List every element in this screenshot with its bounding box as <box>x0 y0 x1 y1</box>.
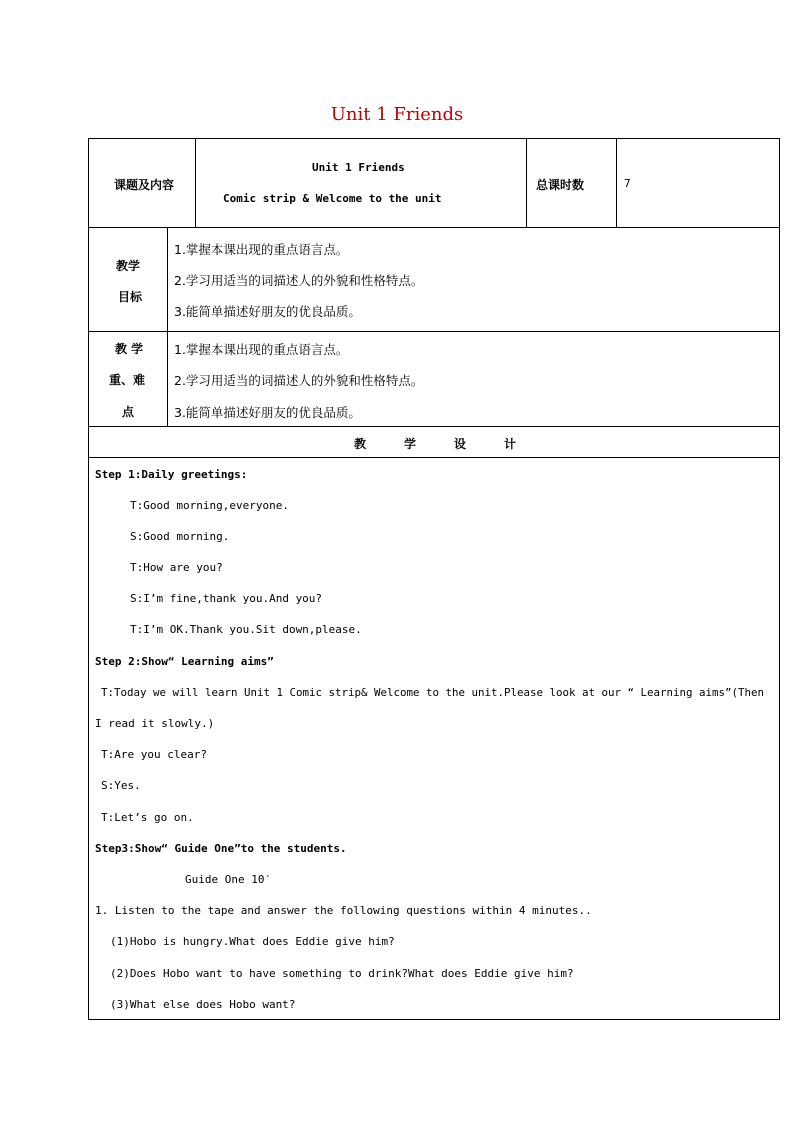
dialogue-line: S:Good morning. <box>130 530 230 543</box>
objectives-label-1: 教学 <box>116 259 141 273</box>
hours-value: 7 <box>624 177 631 190</box>
dialogue-line: T:Today we will learn Unit 1 Comic strip& Welcome to the unit.Please look at our “ Learning aims”(Then <box>101 686 765 699</box>
key-point-item: 1.掌握本课出现的重点语言点。 <box>174 342 349 357</box>
question-line: (3)What else does Hobo want? <box>110 998 296 1011</box>
key-points-label-3: 点 <box>122 405 135 419</box>
dialogue-line: S:I’m fine,thank you.And you? <box>130 592 323 605</box>
lesson-title: Unit 1 Friends <box>312 161 405 174</box>
objectives-label-cell <box>89 228 168 331</box>
guide-label: Guide One 10′ <box>185 873 272 886</box>
hours-label: 总课时数 <box>536 178 585 192</box>
dialogue-line: T:Let’s go on. <box>101 811 194 824</box>
hours-label-cell <box>527 139 617 227</box>
design-heading-char: 教 <box>354 437 367 451</box>
design-heading-row <box>89 427 779 458</box>
key-points-content-cell <box>168 332 781 426</box>
dialogue-line: S:Yes. <box>101 779 141 792</box>
topic-content-cell <box>196 139 527 227</box>
header-row <box>89 139 779 228</box>
topic-label: 课题及内容 <box>114 178 175 192</box>
objective-item: 1.掌握本课出现的重点语言点。 <box>174 242 349 257</box>
dialogue-line: T:How are you? <box>130 561 223 574</box>
key-points-label-2: 重、难 <box>109 373 146 387</box>
lesson-subtitle: Comic strip & Welcome to the unit <box>223 192 442 205</box>
step2-title: Step 2:Show“ Learning aims” <box>95 655 274 668</box>
step1-title: Step 1:Daily greetings: <box>95 468 248 481</box>
hours-value-cell <box>617 139 781 227</box>
dialogue-line: T:Good morning,everyone. <box>130 499 289 512</box>
objective-item: 3.能简单描述好朋友的优良品质。 <box>174 304 361 319</box>
objective-item: 2.学习用适当的词描述人的外貌和性格特点。 <box>174 273 424 288</box>
objectives-row <box>89 228 779 332</box>
step3-title: Step3:Show“ Guide One”to the students. <box>95 842 347 855</box>
dialogue-line: I read it slowly.) <box>95 717 215 730</box>
lesson-plan-table <box>88 138 780 1020</box>
key-points-row <box>89 332 779 427</box>
topic-label-cell <box>89 139 196 227</box>
key-point-item: 3.能简单描述好朋友的优良品质。 <box>174 405 361 420</box>
key-points-label-1: 教 学 <box>115 342 144 356</box>
design-heading-char: 学 <box>404 437 417 451</box>
objectives-content-cell <box>168 228 781 331</box>
objectives-label-2: 目标 <box>118 290 143 304</box>
page-title: Unit 1 Friends <box>330 104 464 125</box>
question-line: (2)Does Hobo want to have something to drink?What does Eddie give him? <box>110 967 574 980</box>
dialogue-line: T:Are you clear? <box>101 748 207 761</box>
key-point-item: 2.学习用适当的词描述人的外貌和性格特点。 <box>174 373 424 388</box>
design-heading-char: 设 <box>454 437 467 451</box>
dialogue-line: T:I’m OK.Thank you.Sit down,please. <box>130 623 362 636</box>
key-points-label-cell <box>89 332 168 426</box>
teaching-design-body <box>89 458 779 1021</box>
task-line: 1. Listen to the tape and answer the following questions within 4 minutes.. <box>95 904 592 917</box>
question-line: (1)Hobo is hungry.What does Eddie give him? <box>110 935 395 948</box>
design-heading-char: 计 <box>504 437 517 451</box>
